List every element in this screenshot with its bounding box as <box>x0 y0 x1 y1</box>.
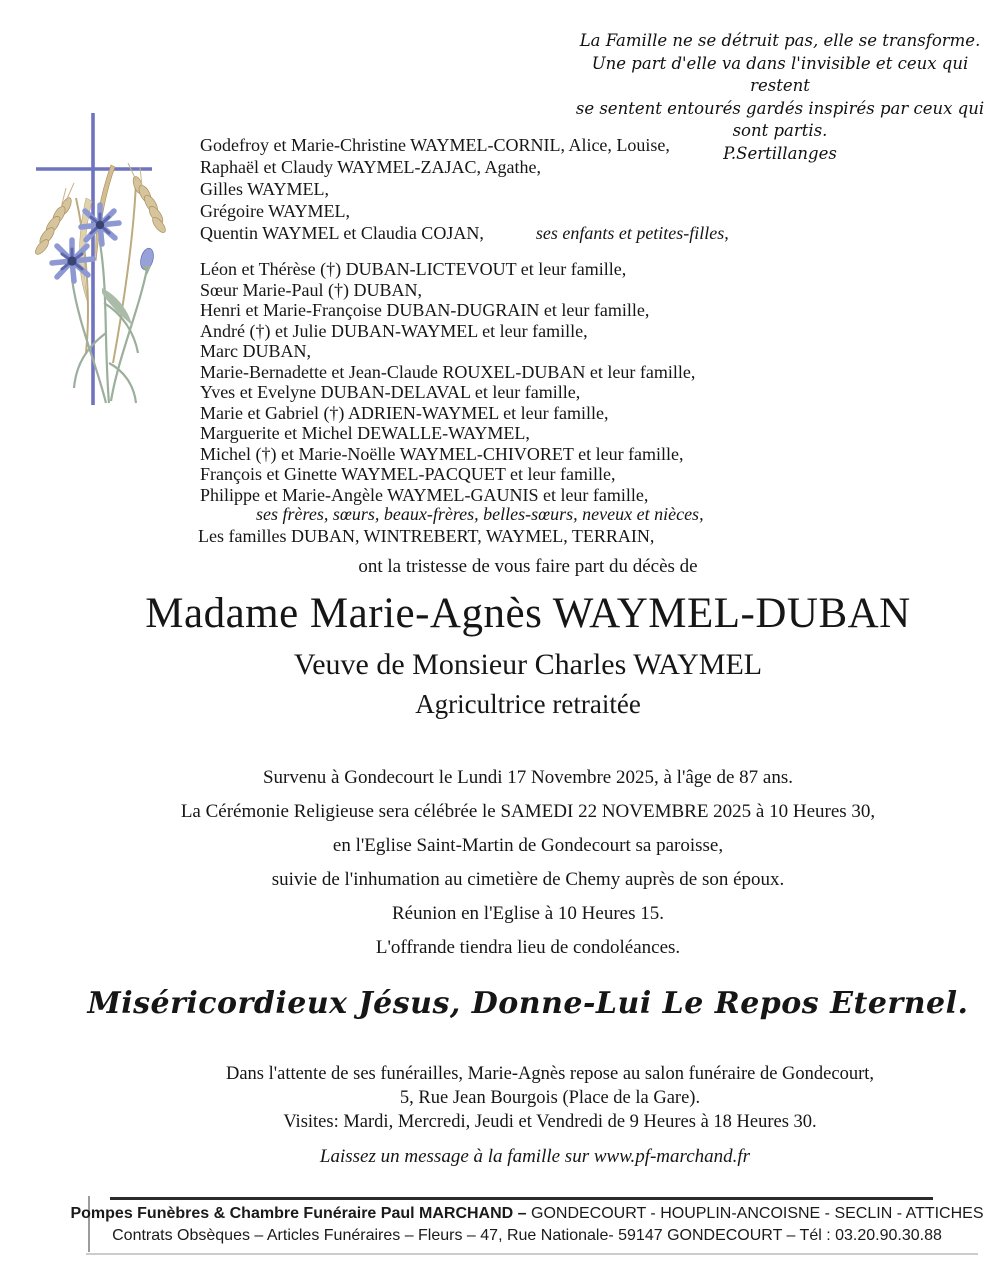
online-message-line: Laissez un message à la famille sur www.pf-marchand.fr <box>319 1146 751 1167</box>
list-item: Henri et Marie-Françoise DUBAN-DUGRAIN et leur famille, <box>200 300 650 320</box>
ceremony-line: La Cérémonie Religieuse sera célébrée le SAMEDI 22 NOVEMBRE 2025 à 10 Heures 30, <box>180 801 876 822</box>
list-item: Léon et Thérèse (†) DUBAN-LICTEVOUT et leur famille, <box>200 259 627 279</box>
deceased-profession: Agricultrice retraitée <box>415 689 641 719</box>
list-item: Philippe et Marie-Angèle WAYMEL-GAUNIS et leur famille, <box>200 484 649 505</box>
ceremony-line: Réunion en l'Eglise à 10 Heures 15. <box>391 903 664 924</box>
list-item: Marie-Bernadette et Jean-Claude ROUXEL-DUBAN et leur famille, <box>200 361 696 382</box>
list-item: Marc DUBAN, <box>200 341 311 361</box>
card-edge-bottom <box>86 1253 978 1255</box>
ceremony-details <box>0 768 1008 972</box>
ceremony-line: suivie de l'inhumation au cimetière de Chemy auprès de son époux. <box>271 869 785 890</box>
list-item: Marguerite et Michel DEWALLE-WAYMEL, <box>200 423 530 443</box>
children-relation-note: ses enfants et petites-filles, <box>535 223 729 243</box>
deceased-name: Madame Marie-Agnès WAYMEL-DUBAN <box>145 590 911 637</box>
funeral-home-name: Pompes Funèbres & Chambre Funéraire Paul MARCHAND – <box>70 1205 527 1222</box>
list-item-name: Quentin WAYMEL et Claudia COJAN, <box>200 223 484 243</box>
list-item: Gilles WAYMEL, <box>200 179 330 199</box>
list-item <box>200 222 729 244</box>
list-item: Marie et Gabriel (†) ADRIEN-WAYMEL et leur famille, <box>200 402 609 423</box>
siblings-list <box>200 259 695 505</box>
footer-line-2: Contrats Obsèques – Articles Funéraires – Fleurs – 47, Rue Nationale- 59147 GONDECOURT – Tél : 03.20.90.30.88 <box>112 1227 942 1244</box>
quote-line: La Famille ne se détruit pas, elle se transforme. <box>579 31 981 50</box>
list-item: Yves et Evelyne DUBAN-DELAVAL et leur famille, <box>200 382 581 402</box>
ceremony-line: en l'Eglise Saint-Martin de Gondecourt sa paroisse, <box>332 835 724 856</box>
visitation-line: 5, Rue Jean Bourgois (Place de la Gare). <box>399 1088 701 1108</box>
footer-divider <box>110 1197 933 1200</box>
quote-line: se sentent entourés gardés inspirés par ceux qui sont partis. <box>575 98 985 140</box>
list-item: André (†) et Julie DUBAN-WAYMEL et leur famille, <box>200 320 588 341</box>
funeral-home-locations: GONDECOURT - HOUPLIN-ANCOISNE - SECLIN - ATTICHES <box>526 1205 984 1222</box>
cross-wheat-cornflower-decoration <box>16 103 201 413</box>
visitation-details <box>0 1062 1008 1134</box>
ceremony-line: L'offrande tiendra lieu de condoléances. <box>375 937 681 958</box>
visitation-line: Dans l'attente de ses funérailles, Marie-Agnès repose au salon funéraire de Gondecourt, <box>225 1064 874 1084</box>
list-item: Michel (†) et Marie-Noëlle WAYMEL-CHIVORET et leur famille, <box>200 443 684 464</box>
quote-author: P.Sertillanges <box>723 143 837 163</box>
prayer-line: Miséricordieux Jésus, Donne-Lui Le Repos Eternel. <box>87 986 969 1021</box>
footer-line-1 <box>46 1203 1008 1225</box>
children-list <box>200 134 729 244</box>
ceremony-line: Survenu à Gondecourt le Lundi 17 Novembre 2025, à l'âge de 87 ans. <box>262 767 793 788</box>
quote-line: Une part d'elle va dans l'invisible et ceux qui restent <box>591 53 969 95</box>
announcement-intro: ont la tristesse de vous faire part du décès de <box>358 556 698 577</box>
funeral-home-footer <box>0 1203 1008 1247</box>
deceased-widow-of: Veuve de Monsieur Charles WAYMEL <box>293 648 763 681</box>
siblings-relation-note: ses frères, sœurs, beaux-frères, belles-sœurs, neveux et nièces, <box>256 504 704 524</box>
list-item: Sœur Marie-Paul (†) DUBAN, <box>200 279 422 300</box>
families-line: Les familles DUBAN, WINTREBERT, WAYMEL, TERRAIN, <box>198 526 655 546</box>
list-item: Godefroy et Marie-Christine WAYMEL-CORNIL, Alice, Louise, <box>200 135 670 155</box>
list-item: Grégoire WAYMEL, <box>200 201 350 221</box>
list-item: François et Ginette WAYMEL-PACQUET et leur famille, <box>200 464 616 484</box>
visitation-line: Visites: Mardi, Mercredi, Jeudi et Vendredi de 9 Heures à 18 Heures 30. <box>283 1112 817 1132</box>
list-item: Raphaël et Claudy WAYMEL-ZAJAC, Agathe, <box>200 157 541 177</box>
